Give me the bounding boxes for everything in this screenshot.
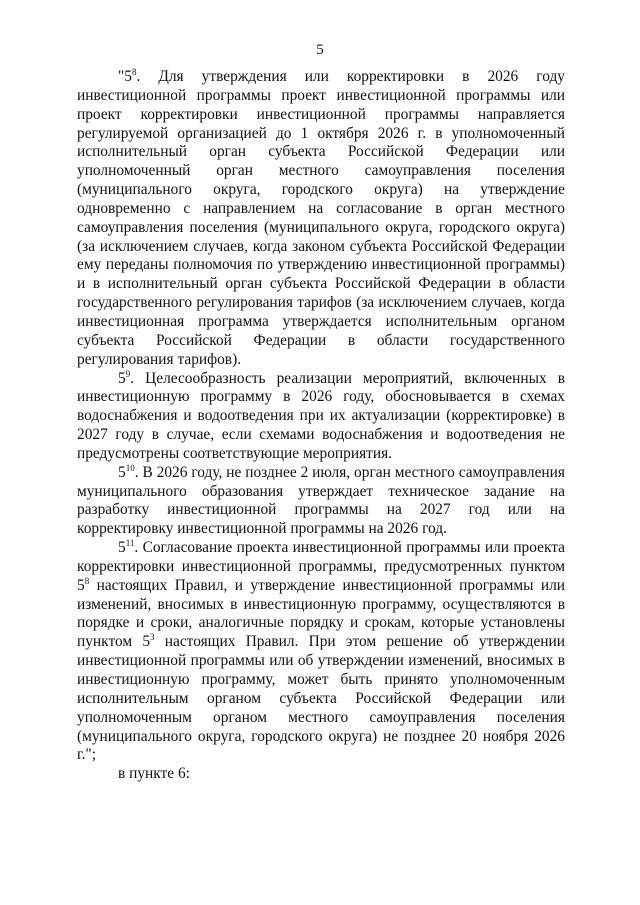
- paragraph: [77, 765, 565, 784]
- superscript-index: 3: [150, 632, 155, 643]
- paragraph-text: 5: [118, 539, 126, 557]
- paragraph-text: . Для утверждения или корректировки в 2026 году инвестиционной программы проект инвестиционной программы или проект корректировки инвестиционной программы направляется регулируемой организацией до 1 октября 2026 г. в уполномоченный исполнительный орган субъекта Российской Федерации или уполномоченный орган местного самоуправления поселения (муниципального округа, городского округа) на утверждение одновременно с направлением на согласование в орган местного самоуправления поселения (муниципального округа, городского округа) (за исключением случаев, когда законом субъекта Российской Федерации ему переданы полномочия по утверждению инвестиционной программы) и в исполнительный орган субъекта Российской Федерации в области государственного регулирования тарифов (за исключением случаев, когда инвестиционная программа утверждается исполнительным органом субъекта Российской Федерации в области государственного регулирования тарифов).: [77, 68, 565, 368]
- paragraph: [77, 464, 565, 539]
- superscript-index: 11: [125, 538, 135, 549]
- superscript-index: 8: [131, 67, 137, 77]
- paragraph: [77, 68, 565, 370]
- page-number: 5: [316, 42, 324, 58]
- paragraph-text: настоящих Правил, и утверждение инвестиционной программы или изменений, вносимых в инвестиционную программу, осуществляются в порядке и сроки, аналогичные порядку и срокам, которые установлены пунктом 5: [77, 576, 565, 651]
- paragraph: [77, 539, 565, 765]
- paragraph-text: . Целесообразность реализации мероприятий, включенных в инвестиционную программу в 2026 году, обосновывается в схемах водоснабжения и водоотведения при их актуализации (корректировке) в 2027 году в случае, если схемами водоснабжения и водоотведения не предусмотрены соответствующие мероприятия.: [77, 369, 565, 462]
- paragraph-text: . Согласование проекта инвестиционной программы или проекта корректировки инвестиционной программы, предусмотренных пунктом 5: [77, 539, 565, 594]
- paragraph-text: настоящих Правил. При этом решение об утверждении инвестиционной программы или об утверждении изменений, вносимых в инвестиционную программу, может быть принято уполномоченным исполнительным органом субъекта Российской Федерации или уполномоченным органом местного самоуправления поселения (муниципального округа, городского округа) не позднее 20 ноября 2026 г.";: [77, 633, 566, 764]
- paragraph-text: . В 2026 году, не позднее 2 июля, орган местного самоуправления муниципального образования утверждает техническое задание на разработку инвестиционной программы на 2027 год или на корректировку инвестиционной программы на 2026 год.: [77, 463, 565, 538]
- paragraph-text: 5: [118, 369, 126, 387]
- paragraph-text: 5: [118, 463, 126, 481]
- document-body: [77, 68, 565, 784]
- paragraph: [77, 370, 565, 464]
- superscript-index: 9: [125, 368, 131, 379]
- paragraph-text: в пункте 6:: [118, 765, 190, 783]
- paragraph-text: "5: [118, 68, 132, 85]
- superscript-index: 10: [125, 462, 135, 473]
- superscript-index: 8: [84, 575, 90, 586]
